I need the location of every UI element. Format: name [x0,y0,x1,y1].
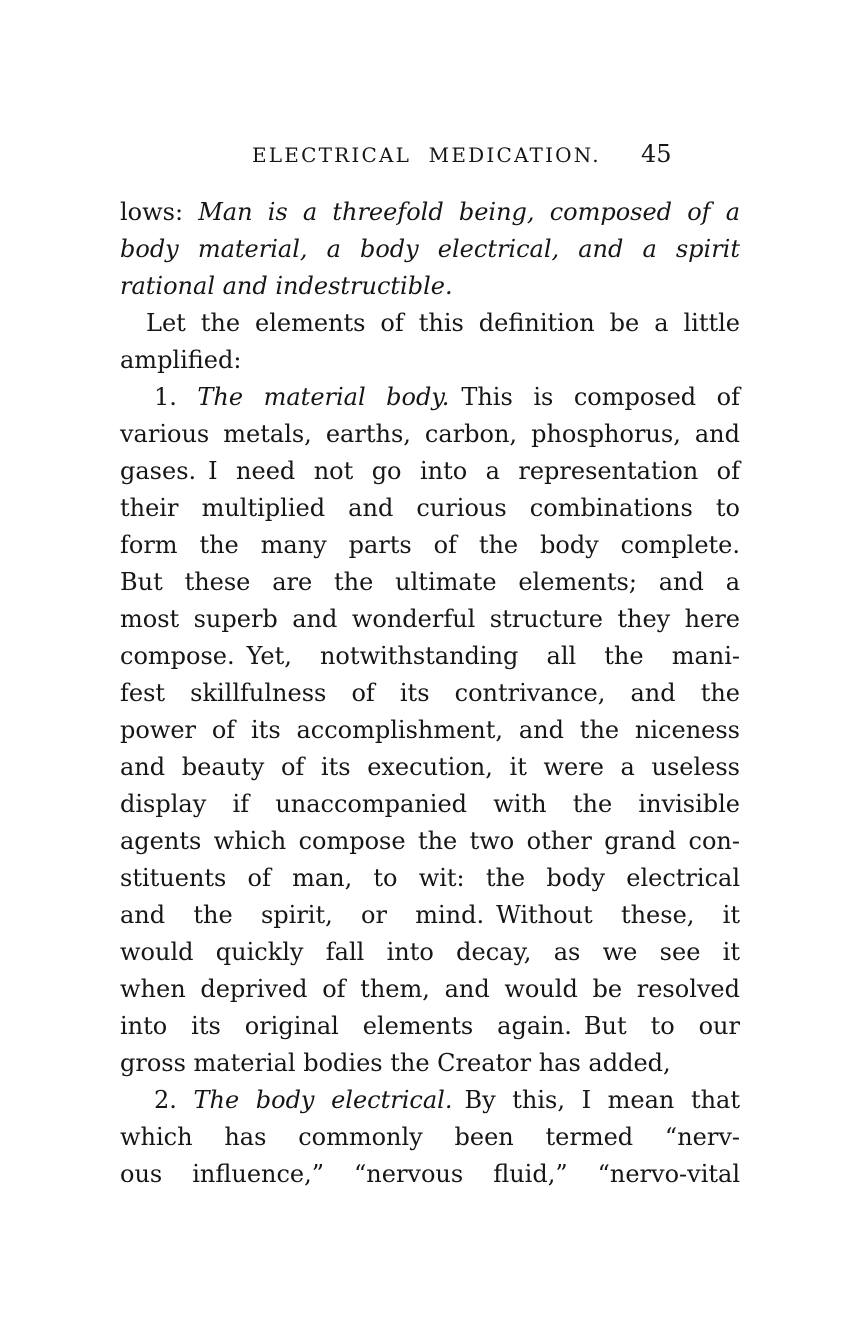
text-line [120,749,740,786]
text-segment: power of its accomplishment, and the niceness [120,716,740,744]
text-segment: But these are the ultimate elements; and a [120,568,740,596]
text-line [120,971,740,1008]
text-line [120,231,740,268]
text-segment: lows: [120,198,199,226]
text-line [120,1082,740,1119]
text-segment: compose. Yet, notwithstanding all the mani- [120,642,740,670]
text-line [120,1008,740,1045]
page-number: 45 [641,140,672,168]
text-line [120,897,740,934]
text-line [120,564,740,601]
text-segment: would quickly fall into decay, as we see it [120,938,740,966]
italic-text-segment: rational and indestructible. [120,272,453,300]
text-line [120,675,740,712]
text-line [120,342,740,379]
text-segment: which has commonly been termed “nerv- [120,1123,740,1151]
text-segment: and the spirit, or mind. Without these, it [120,901,740,929]
text-line [120,601,740,638]
text-line [120,712,740,749]
text-segment: display if unaccompanied with the invisible [120,790,740,818]
text-line [120,638,740,675]
text-segment: various metals, earths, carbon, phosphorus, and [120,420,740,448]
text-line [120,490,740,527]
text-segment: This is composed of [449,383,741,411]
text-line [120,194,740,231]
italic-text-segment: Man is a threefold being, composed of a [198,198,740,226]
page-header [0,140,864,173]
text-segment: By this, I mean that [452,1086,741,1114]
text-segment: 1. [154,383,198,411]
text-segment: fest skillfulness of its contrivance, and the [120,679,740,707]
text-line [120,453,740,490]
text-segment: ous influence,” “nervous fluid,” “nervo-vital [120,1160,740,1188]
text-segment: and beauty of its execution, it were a useless [120,753,740,781]
text-line [120,786,740,823]
italic-text-segment: The material body. [197,383,450,411]
text-line [120,823,740,860]
text-line [120,416,740,453]
text-segment: their multiplied and curious combinations to [120,494,740,522]
text-segment: when deprived of them, and would be resolved [120,975,740,1003]
text-segment: 2. [154,1086,194,1114]
text-line [120,268,740,305]
text-line [120,934,740,971]
text-segment: gross material bodies the Creator has added, [120,1049,671,1077]
text-line [120,1156,740,1193]
text-line [120,379,740,416]
text-segment: amplified: [120,346,242,374]
text-segment: agents which compose the two other grand con- [120,827,740,855]
text-block [120,194,740,1193]
text-segment: gases. I need not go into a representation of [120,457,740,485]
running-title: ELECTRICAL MEDICATION. [252,143,601,167]
text-line [120,305,740,342]
text-segment: form the many parts of the body complete. [120,531,740,559]
text-segment: most superb and wonderful structure they here [120,605,740,633]
text-segment: stituents of man, to wit: the body electrical [120,864,740,892]
text-line [120,860,740,897]
text-segment: into its original elements again. But to our [120,1012,740,1040]
italic-text-segment: body material, a body electrical, and a spirit [120,235,740,263]
text-segment: Let the elements of this definition be a little [146,309,740,337]
text-line [120,527,740,564]
italic-text-segment: The body electrical. [193,1086,453,1114]
text-line [120,1119,740,1156]
text-line [120,1045,740,1082]
